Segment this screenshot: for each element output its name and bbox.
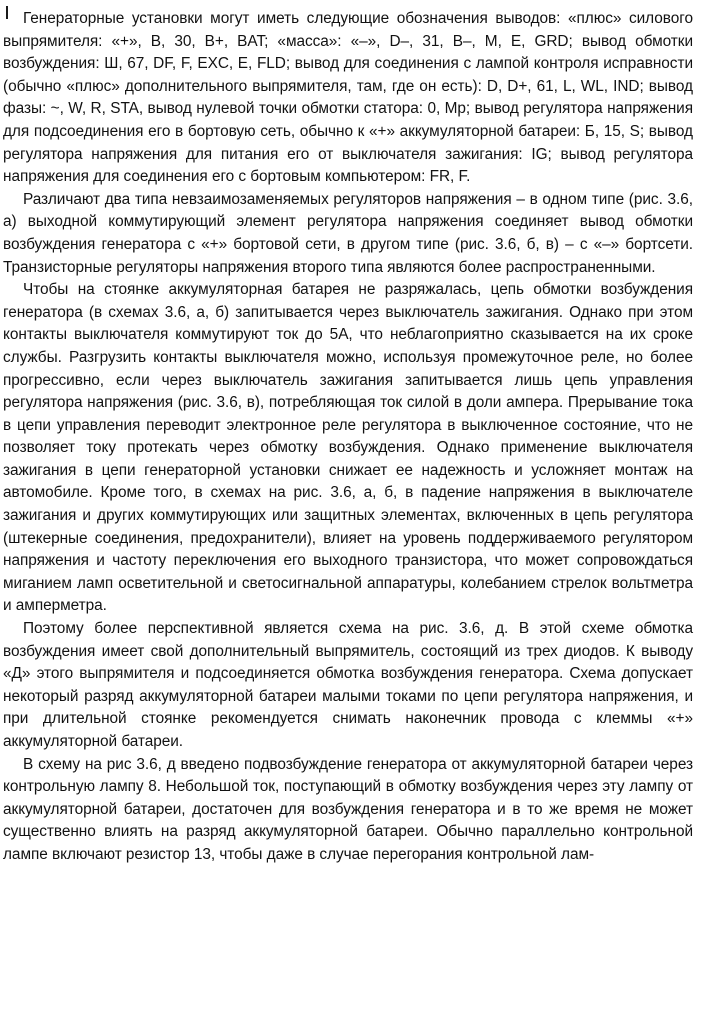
paragraph-additional-rectifier: Поэтому более перспективной является схема на рис. 3.6, д. В этой схеме обмотка возбуждения имеет свой дополнительный выпрямитель, состоящий из трех диодов. К выводу «Д» этого выпрямителя и подсоединяется обмотка возбуждения генератора. Схема допускает некоторый разряд аккумуляторной батареи малыми токами по цепи регулятора напряжения, и при длительной стоянке рекомендуется снимать наконечник провода с клеммы «+» аккумуляторной батареи. bbox=[3, 620, 693, 750]
document-body bbox=[3, 8, 693, 867]
paragraph-pre-excitation: В схему на рис 3.6, д введено подвозбуждение генератора от аккумуляторной батареи через контрольную лампу 8. Небольшой ток, поступающий в обмотку возбуждения через эту лампу от аккумуляторной батареи, достаточен для возбуждения генератора и в то же время не может существенно влиять на разряд аккумуляторной батареи. Обычно параллельно контрольной лампе включают резистор 13, чтобы даже в случае перегорания контрольной лам- bbox=[3, 755, 693, 863]
paragraph-terminal-designations: Генераторные установки могут иметь следующие обозначения выводов: «плюс» силового выпрямителя: «+», В, 30, В+, BAT; «масса»: «–», D–, 31, В–, М, Е, GRD; вывод обмотки возбуждения: Ш, 67, DF, F, EXC, E, FLD; вывод для соединения с лампой контроля исправности (обычно «плюс» дополнительного выпрямителя, там, где он есть): D, D+, 61, L, WL, IND; вывод фазы: ~, W, R, STA, вывод нулевой точки обмотки статора: 0, Mр; вывод регулятора напряжения для подсоединения его в бортовую сеть, обычно к «+» аккумуляторной батареи: Б, 15, S; вывод регулятора напряжения для питания его от выключателя зажигания: IG; вывод регулятора напряжения для соединения его с бортовым компьютером: FR, F. bbox=[3, 10, 693, 186]
paragraph-ignition-switch: Чтобы на стоянке аккумуляторная батарея не разряжалась, цепь обмотки возбуждения генератора (в схемах 3.6, а, б) запитывается через выключатель зажигания. Однако при этом контакты выключателя коммутируют ток до 5А, что неблагоприятно сказывается на их сроке службы. Разгрузить контакты выключателя можно, используя промежуточное реле, но более прогрессивно, если через выключатель зажигания запитывается лишь цепь управления регулятора напряжения (рис. 3.6, в), потребляющая ток силой в доли ампера. Прерывание тока в цепи управления переводит электронное реле регулятора в выключенное состояние, что не позволяет току протекать через обмотку возбуждения. Однако применение выключателя зажигания в цепи генераторной установки снижает ее надежность и усложняет монтаж на автомобиле. Кроме того, в схемах на рис. 3.6, а, б, в падение напряжения в выключателе зажигания и других коммутирующих или защитных элементах, включенных в цепь регулятора (штекерные соединения, предохранители), влияет на уровень поддерживаемого регулятором напряжения и частоту переключения его выходного транзистора, что может сопровождаться миганием ламп осветительной и светосигнальной аппаратуры, колебанием стрелок вольтметра и амперметра. bbox=[3, 281, 693, 615]
paragraph-regulator-types: Различают два типа невзаимозаменяемых регуляторов напряжения – в одном типе (рис. 3.6, а) выходной коммутирующий элемент регулятора напряжения соединяет вывод обмотки возбуждения генератора с «+» бортовой сети, в другом типе (рис. 3.6, б, в) – с «–» бортсети. Транзисторные регуляторы напряжения второго типа являются более распространенными. bbox=[3, 190, 693, 276]
